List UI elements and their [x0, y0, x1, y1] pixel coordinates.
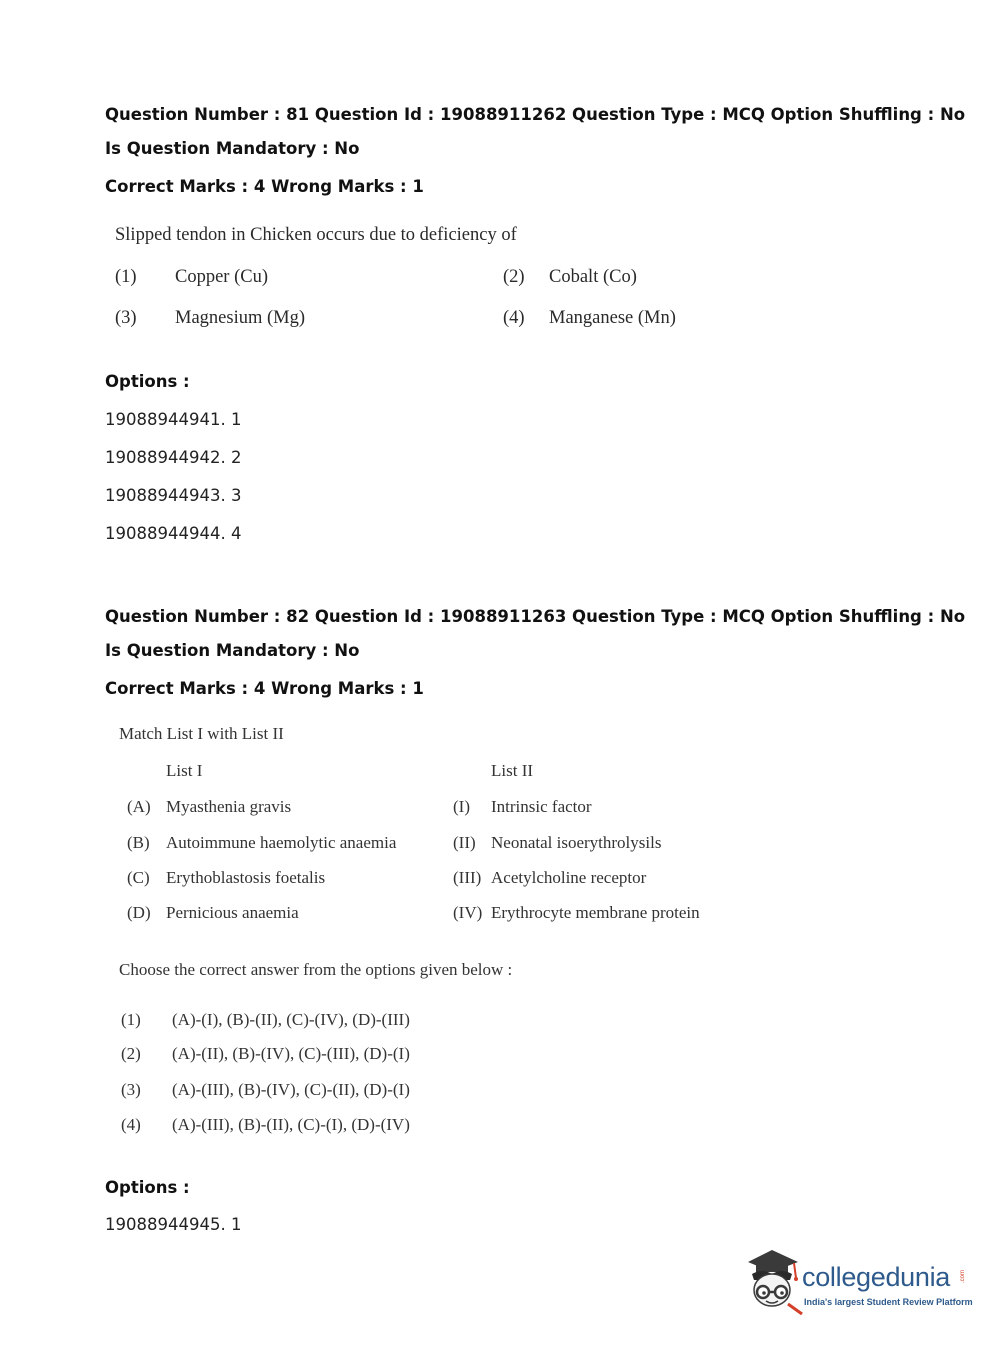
q82-row-d-text: Pernicious anaemia	[166, 903, 299, 922]
q82-header-line1: Question Number : 82 Question Id : 19088911263 Question Type : MCQ Option Shuffling : No	[105, 607, 966, 626]
q82-row-c-text: Erythoblastosis foetalis	[166, 868, 326, 887]
q82-row-i-text: Intrinsic factor	[491, 797, 592, 816]
q82-instruction: Choose the correct answer from the options given below :	[119, 960, 513, 979]
q82-option-1: 19088944945. 1	[105, 1215, 242, 1234]
collegedunia-logo	[742, 1248, 972, 1320]
q81-option-3: 19088944943. 3	[105, 486, 242, 505]
q81-option-2: 19088944942. 2	[105, 448, 242, 467]
q82-choice-2-text: (A)-(II), (B)-(IV), (C)-(III), (D)-(I)	[172, 1044, 410, 1063]
q82-row-iii-text: Acetylcholine receptor	[491, 868, 647, 887]
q82-row-iv-text: Erythrocyte membrane protein	[491, 903, 700, 922]
q82-row-c-key: (C)	[127, 868, 150, 887]
q82-row-iv-key: (IV)	[453, 903, 483, 922]
q81-marks: Correct Marks : 4 Wrong Marks : 1	[105, 177, 424, 196]
q82-row-a-key: (A)	[127, 797, 151, 816]
q82-row-ii-text: Neonatal isoerythrolysils	[491, 833, 662, 852]
q82-row-iii-key: (III)	[453, 868, 482, 887]
q82-choice-4-text: (A)-(III), (B)-(II), (C)-(I), (D)-(IV)	[172, 1115, 410, 1134]
mascot-icon	[742, 1248, 804, 1316]
q82-row-b-text: Autoimmune haemolytic anaemia	[166, 833, 397, 852]
q81-choice-4-num: (4)	[503, 308, 525, 328]
q82-row-d-key: (D)	[127, 903, 151, 922]
q81-options-label: Options :	[105, 372, 190, 391]
q81-choice-3-num: (3)	[115, 308, 137, 328]
logo-dotcom: .com	[960, 1270, 966, 1284]
q82-list2-header: List II	[491, 761, 534, 780]
q82-marks: Correct Marks : 4 Wrong Marks : 1	[105, 679, 424, 698]
q82-row-a-text: Myasthenia gravis	[166, 797, 292, 816]
q82-choice-1-text: (A)-(I), (B)-(II), (C)-(IV), (D)-(III)	[172, 1010, 410, 1029]
q81-choice-2-text: Cobalt (Co)	[549, 267, 637, 287]
q81-choice-1-text: Copper (Cu)	[175, 267, 268, 287]
q82-choice-3-text: (A)-(III), (B)-(IV), (C)-(II), (D)-(I)	[172, 1080, 410, 1099]
logo-tagline: India's largest Student Review Platform	[804, 1297, 973, 1307]
q81-stem: Slipped tendon in Chicken occurs due to deficiency of	[115, 225, 517, 245]
q81-choice-3-text: Magnesium (Mg)	[175, 308, 305, 328]
q81-mandatory: Is Question Mandatory : No	[105, 139, 360, 158]
logo-wordmark: collegedunia	[802, 1262, 951, 1292]
q82-options-label: Options :	[105, 1178, 190, 1197]
q81-option-1: 19088944941. 1	[105, 410, 242, 429]
q82-row-ii-key: (II)	[453, 833, 476, 852]
q81-choice-4-text: Manganese (Mn)	[549, 308, 676, 328]
q82-choice-1-num: (1)	[121, 1010, 141, 1029]
q82-choice-4-num: (4)	[121, 1115, 141, 1134]
q82-mandatory: Is Question Mandatory : No	[105, 641, 360, 660]
q82-row-i-key: (I)	[453, 797, 470, 816]
q81-choice-2-num: (2)	[503, 267, 525, 287]
q82-stem: Match List I with List II	[119, 724, 284, 743]
q81-header-line1: Question Number : 81 Question Id : 19088911262 Question Type : MCQ Option Shuffling : No	[105, 105, 966, 124]
q81-choice-1-num: (1)	[115, 267, 137, 287]
q81-option-4: 19088944944. 4	[105, 524, 242, 543]
q82-list1-header: List I	[166, 761, 203, 780]
q82-choice-2-num: (2)	[121, 1044, 141, 1063]
q82-row-b-key: (B)	[127, 833, 150, 852]
q82-choice-3-num: (3)	[121, 1080, 141, 1099]
